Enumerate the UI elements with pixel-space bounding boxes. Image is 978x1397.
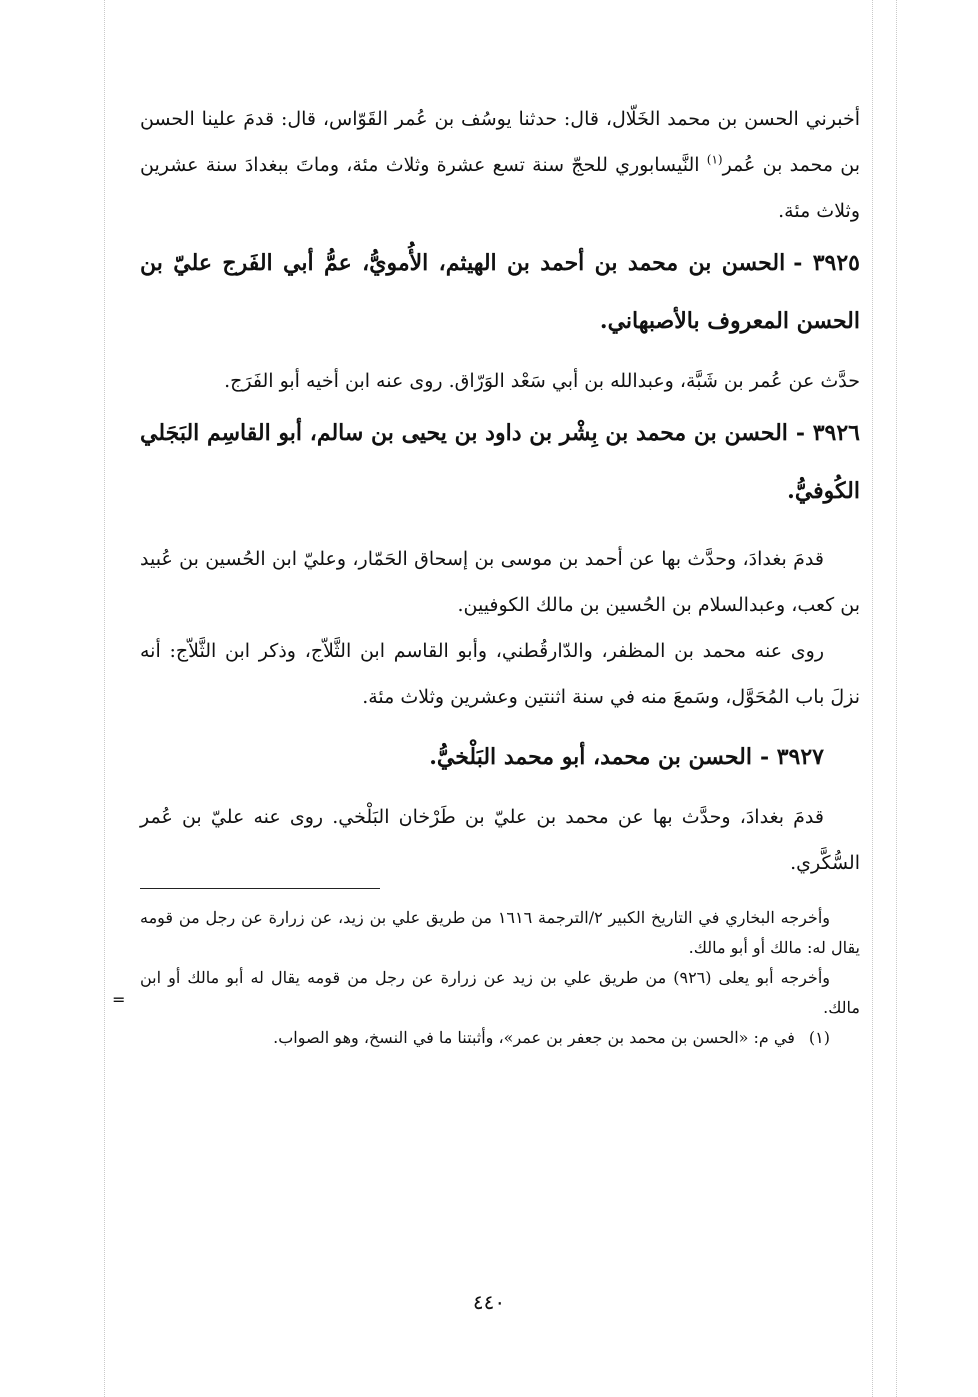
page-number: ٤٤٠ [472, 1290, 506, 1314]
footnote-ref-1: (١) [706, 152, 723, 167]
intro-line1: أخبرني الحسن بن محمد الخَلّال، قال: حدثنا يوسُف بن عُمر القَوّاس، [322, 108, 861, 130]
intro-line2-part2: النَّيسابوري للحجّ سنة تسع عشرة وثلاث مئة، وماتَ ببغدادَ سنة عشرين وثلاث مئة. [140, 154, 860, 222]
entry-heading-3926 [140, 404, 860, 520]
entry-number: ٣٩٢٧ - [759, 744, 824, 770]
scan-guide-line [896, 0, 897, 1397]
scan-guide-line [872, 0, 873, 1397]
entry-heading-text: الحسن بن محمد، أبو محمد البَلْخيُّ. [429, 744, 752, 770]
entry-paragraph: روى عنه محمد بن المظفر، والدّارقُطني، وأبو القاسم ابن الثَّلاّج، وذكر ابن الثَّلاّج: أنه نزلَ باب المُحَوَّل، وسَمعَ منه في سنة اثنتين وعشرين وثلاث مئة. [140, 640, 860, 708]
footnote-continuation-mark: = [112, 990, 126, 1009]
footnote-continuation: وأخرجه أبو يعلى (٩٢٦) من طريق علي بن زيد عن زرارة عن رجل من قومه يقال له أبو مالك أو ابن مالك. [140, 968, 860, 1017]
footnote-continuation: وأخرجه البخاري في التاريخ الكبير ٢/الترجمة ١٦١٦ من طريق علي بن زيد، عن زرارة عن رجل من قومه يقال له: مالك أو أبو مالك. [140, 908, 860, 957]
entry-heading-3925 [140, 234, 860, 350]
entry-number: ٣٩٢٥ - [793, 250, 860, 276]
footnote-marker: (١) [808, 1028, 830, 1047]
entry-paragraph: قدمَ بغدادَ، وحدَّث بها عن أحمد بن موسى بن إسحاق الحَمّار، وعليّ ابن الحُسين بن عُبيد بن كعب، وعبدالسلام بن الحُسين بن مالك الكوفيين. [140, 548, 860, 616]
entry-paragraph: حدَّث عن عُمر بن شَبَّة، وعبدالله بن أبي سَعْد الوَرّاق. روى عنه ابن أخيه أبو الفَرَج. [224, 370, 860, 392]
footnote-1 [140, 1023, 860, 1053]
entry-number: ٣٩٢٦ - [795, 420, 860, 446]
page-body [140, 96, 860, 1053]
entry-heading-3927 [140, 728, 860, 786]
entry-paragraph: قدمَ بغدادَ، وحدَّث بها عن محمد بن عليّ بن طَرْخان البَلْخي. روى عنه عليّ بن عُمر السُّكَّري. [140, 806, 860, 874]
entry-heading-text: الحسن بن محمد بن بِشْر بن داود بن يحيى بن سالم، أبو القاسِم البَجَلي الكُوفيُّ. [140, 420, 860, 504]
intro-line2-part1: قال: قدمَ علينا الحسن بن محمد بن عُمر [140, 108, 860, 176]
footnote-text: في م: «الحسن بن محمد بن جعفر بن عمر»، وأثبتنا ما في النسخ، وهو الصواب. [273, 1028, 795, 1047]
entry-heading-text: الحسن بن محمد بن أحمد بن الهيثم، الأُمويُّ، عمُّ أبي الفَرج عليّ بن الحسن المعروف بالأصبهاني. [140, 250, 860, 334]
footnote-separator [140, 888, 380, 889]
intro-paragraph [140, 96, 860, 234]
scan-guide-line [104, 0, 105, 1397]
